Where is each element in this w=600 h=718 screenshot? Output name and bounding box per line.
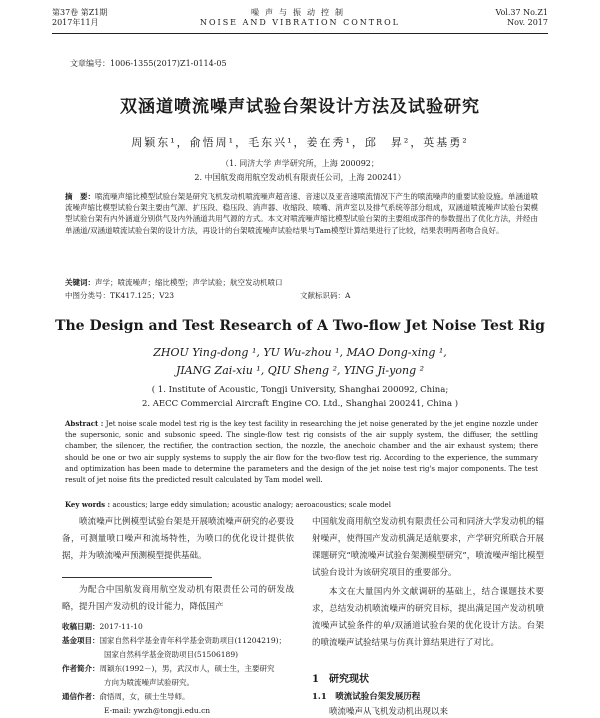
issue-date: 2017年11月 xyxy=(52,18,99,27)
issue-date-en: Nov. 2017 xyxy=(507,18,548,27)
author-bio-label: 作者简介： xyxy=(62,664,100,673)
contact-label: 通信作者： xyxy=(62,692,100,701)
authors-english-line2: JIANG Zai-xiu ¹, QIU Sheng ², YING Ji-yong ² xyxy=(175,364,425,377)
keywords-chinese xyxy=(65,277,283,288)
body-left-paragraph-2: 为配合中国航发商用航空发动机有限责任公司的研发战略，提升国产发动机的设计能力，降低国产 xyxy=(62,585,294,612)
footnote-rule xyxy=(62,577,212,578)
section-heading-1: 1 研究现状 xyxy=(312,674,369,685)
authors-english-line1: ZHOU Ying-dong ¹, YU Wu-zhou ¹, MAO Dong-xing ¹, xyxy=(153,346,447,359)
keywords-english xyxy=(65,499,538,511)
keywords-cn-text: 声学；喷流噪声；缩比模型；声学试验；航空发动机喷口 xyxy=(95,278,283,287)
abstract-cn-label: 摘 要： xyxy=(65,192,96,201)
article-number: 文章编号：1006-1355(2017)Z1-0114-05 xyxy=(70,59,227,68)
journal-name-cn: 噪声与振动控制 xyxy=(251,8,349,17)
document-code: 文献标识码：A xyxy=(300,291,351,300)
contact-1: 俞悟周，女，硕士生导师。 xyxy=(99,692,190,701)
affiliation-en-1: ( 1. Institute of Acoustic, Tongji University, Shanghai 200092, China; xyxy=(151,385,449,395)
classification-number: 中图分类号：TK417.125；V23 xyxy=(65,291,175,300)
title-english: The Design and Test Research of A Two-flow Jet Noise Test Rig xyxy=(55,318,545,334)
body-left-paragraph-1: 喷流噪声比例模型试验台架是开展喷流噪声研究的必要设备，可测量喷口噪声和流场特性，为喷口的优化设计提供依据，并为喷流噪声预测模型提供基础。 xyxy=(62,517,294,561)
affiliation-cn-2: 2. 中国航发商用航空发动机有限责任公司，上海 200241） xyxy=(194,173,406,182)
abstract-cn-text: 喷流噪声缩比模型试验台架是研究飞机发动机喷流噪声超音速、音速以及亚音速喷流情况下产生的喷流噪声的重要试验设施。单涵道喷流噪声缩比模型试验台架主要由气源、扩压段、稳压段、消声器、收缩段、喷嘴、消声室以及排气系统等部分组成，双涵道喷流噪声试验台架模型试验台架有内外涵道分别供气及内外涵道共用气源的方式。本文对喷流噪声缩比模型试验台架的主要组成部件的参数提出了优化方法，并经由单涵道/双涵道喷流试验台架的设计方法，再设计的台架喷流噪声试验结果与Tam模型计算结果进行了比较，结果表明两者吻合良好。 xyxy=(65,192,539,235)
header-rule xyxy=(52,33,548,34)
journal-name-en: NOISE AND VIBRATION CONTROL xyxy=(199,18,400,27)
fund-value-2: 国家自然科学基金资助项目(51506189) xyxy=(104,650,239,659)
title-chinese: 双涵道喷流噪声试验台架设计方法及试验研究 xyxy=(120,97,480,117)
body-right-paragraph-1: 中国航发商用航空发动机有限责任公司和同济大学发动机的辐射噪声，使得国产发动机满足适航要求，产学研究所联合开展课题研究“喷流噪声试验台架测模型研究”，喷流噪声缩比模型试验台设计为该研究项目的重要部分。 xyxy=(312,517,544,578)
fund-value-1: 国家自然科学基金青年科学基金资助项目(11204219)； xyxy=(99,636,287,645)
keywords-cn-label: 关键词： xyxy=(65,278,95,287)
authors-chinese: 周颖东¹，俞悟周¹，毛东兴¹，姜在秀¹，邱 昇²，英基勇² xyxy=(131,136,469,149)
affiliation-en-2: 2. AECC Commercial Aircraft Engine CO. Ltd., Shanghai 200241, China ) xyxy=(141,399,459,409)
abstract-en-label: Abstract : xyxy=(65,419,104,428)
received-value: 2017-11-10 xyxy=(99,622,143,631)
header-right xyxy=(495,8,548,28)
fund-label: 基金项目： xyxy=(62,636,100,645)
subsection-heading-1-1: 1.1 喷流试验台架发展历程 xyxy=(312,692,421,702)
body-right-paragraph-3: 喷流噪声从飞机发动机出现以来 xyxy=(329,707,449,717)
abstract-en-text: Jet noise scale model test rig is the key test facility in researching the jet noise generated by the jet engine nozzle under the supersonic, sonic and subsonic speed. The single-flow test rig consists of the air supply system, the diffuser, the settling chamber, the silencer, the rectifier, the contraction section, the nozzle, the anechoic chamber and the air exhaust system; there should be one or two air supply systems to supply the air flow for the two-flow test rig. According to the experience, the summary and optimization has been made to determine the parameters and the design of the jet noise test rig's major components. The test result of jet noise fits the predicted result calculated by Tam model well. xyxy=(65,420,538,485)
author-bio-line xyxy=(62,662,302,676)
body-right-paragraph-2: 本文在大量国内外文献调研的基础上，结合课题技术要求，总结发动机喷流噪声的研究目标，提出满足国产发动机喷流噪声试验条件的单/双涵道试验台架的优化设计方法。台架的喷流噪声试验结果与仿真计算结果进行了对比。 xyxy=(312,587,544,648)
keywords-en-text: acoustics; large eddy simulation; acoustic analogy; aeroacoustics; scale model xyxy=(112,501,391,509)
fund-line xyxy=(62,634,302,648)
contact-email: E-mail: ywzh@tongji.edu.cn xyxy=(104,706,211,715)
author-bio-2: 方向为喷流噪声试验研究。 xyxy=(104,678,194,687)
received-date xyxy=(62,620,302,634)
footnotes xyxy=(62,620,302,718)
author-bio-1: 周颖东(1992－)，男，武汉市人，硕士生，主要研究 xyxy=(99,664,275,673)
header-center xyxy=(52,8,548,28)
volume-issue-en: Vol.37 No.Z1 xyxy=(495,8,548,17)
received-label: 收稿日期： xyxy=(62,622,100,631)
contact-line xyxy=(62,690,302,704)
abstract-english xyxy=(65,418,538,486)
running-header xyxy=(52,6,548,34)
affiliation-cn-1: （1. 同济大学 声学研究所，上海 200092； xyxy=(221,159,379,168)
volume-issue: 第37卷 第Z1期 xyxy=(52,8,108,17)
keywords-en-label: Key words : xyxy=(65,500,111,509)
abstract-chinese xyxy=(65,191,538,236)
